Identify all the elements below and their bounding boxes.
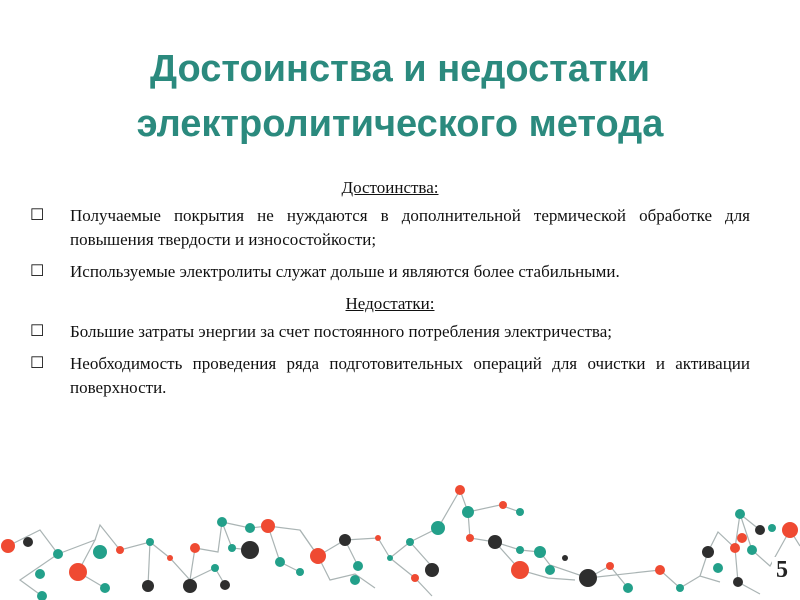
page-number: 5	[772, 557, 792, 584]
advantage-text-1: Получаемые покрытия не нуждаются в дополнительной термической обработке для повышения твердости и износостойкости;	[70, 206, 750, 249]
slide-title-line-2: электролитического метода	[136, 103, 664, 145]
slide-title	[0, 42, 800, 152]
disadvantage-item-1	[30, 320, 750, 344]
slide-body	[30, 176, 750, 408]
disadvantage-item-2	[30, 352, 750, 400]
advantage-text-2: Используемые электролиты служат дольше и являются более стабильными.	[70, 262, 620, 281]
checkbox-bullet-icon: ☐	[30, 355, 45, 372]
molecule-decoration	[0, 470, 800, 600]
slide-title-line-1: Достоинства и недостатки	[149, 48, 650, 90]
checkbox-bullet-icon: ☐	[30, 207, 45, 224]
checkbox-bullet-icon: ☐	[30, 263, 45, 280]
disadvantages-heading: Недостатки:	[345, 294, 435, 313]
disadvantage-text-1: Большие затраты энергии за счет постоянного потребления электричества;	[70, 322, 612, 341]
checkbox-bullet-icon: ☐	[30, 323, 45, 340]
advantage-item-2	[30, 260, 750, 284]
advantages-heading: Достоинства:	[341, 178, 439, 197]
disadvantage-text-2: Необходимость проведения ряда подготовительных операций для очистки и активации поверхности.	[70, 354, 750, 397]
molecule-atoms	[1, 485, 798, 600]
advantage-item-1	[30, 204, 750, 252]
molecule-bonds	[8, 490, 800, 596]
